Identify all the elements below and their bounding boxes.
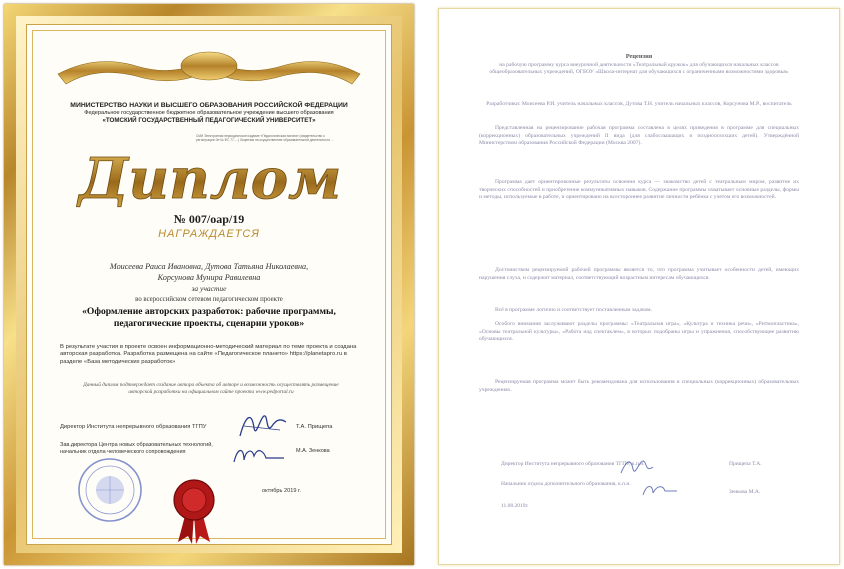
project-title-line: «Оформление авторских разработок: рабочие программы, — [82, 306, 336, 317]
review-document — [438, 8, 840, 565]
review-paragraph: Особого внимания заслуживают разделы программы: «Театральная игра», «Культура и техника речи», «Ритмопластика», «Основы театральной культуры», «Работа над спектаклем», в которых подобраны игры и упражнения, способствующие развитию обучающихся. — [479, 321, 799, 343]
review-title: Рецензия — [625, 53, 653, 60]
participation-text: за участие — [191, 284, 227, 293]
diploma-title — [50, 136, 370, 214]
review-paragraph: Рецензируемая программа может быть рекомендована для использования в специальных (коррекционных) образовательных учреждениях. — [479, 379, 799, 393]
recipient-names-line: Моисеева Раиса Ивановна, Дутова Татьяна Николаевна, — [109, 262, 309, 271]
review-paragraph: Всё в программе логично и соответствует поставленным задачам. — [495, 307, 652, 313]
recipient-names — [54, 262, 364, 283]
awarded-heading: НАГРАЖДАЕТСЯ — [158, 228, 260, 240]
project-title-line: педагогические проекты, сценарии уроков» — [113, 317, 305, 329]
wax-seal — [164, 474, 224, 544]
signature-row-director — [60, 424, 360, 438]
note-paragraph: Данный диплом подтверждает создание автора объекта об авторе и возможность осуществлять размещение авторской разработки на официальном сайте проекта www.pedportal.ru — [83, 382, 339, 395]
gold-ribbon-decoration — [56, 44, 362, 94]
diploma-date: октябрь 2019 г. — [262, 488, 301, 494]
recipient-names-line: Корсунова Мунира Равилевна — [157, 272, 261, 282]
reviewer-role: Начальник отдела дополнительного образования, к.п.н. — [501, 481, 631, 487]
handwritten-signature — [230, 442, 288, 470]
reviewer-name: Зенкова М.А. — [729, 489, 761, 495]
review-subtitle: на рабочую программу курса внеурочной деятельности «Театральный кружок» для обучающихся начальных классов общеобразовательных учреждений, ОГБОУ «Школа-интернат для обучающихся с ограниченными возможностями здоровья» — [489, 62, 789, 76]
result-paragraph: В результате участия в проекте освоен информационно-методический материал по теме проекта и создана авторская разработка. Разработка размещена на сайте «Педагогическое плането» https://planetapro.ru в разделе «База методических разработок» — [60, 344, 357, 365]
university-name: «ТОМСКИЙ ГОСУДАРСТВЕННЫЙ ПЕДАГОГИЧЕСКИЙ УНИВЕРСИТЕТ» — [102, 117, 316, 124]
review-paragraph: Программа дает ориентировочные результаты освоения курса — знакомство детей с театральным миром, развитие их творческих способностей и приобретение коммуникативных навыков. Содержание программы охватывает основные разделы, формы и методы, используемые в работе, и ориентировано на всестороннее развитие личности ребёнка с учетом его возможностей. — [479, 179, 799, 201]
ministry-line: МИНИСТЕРСТВО НАУКИ И ВЫСШЕГО ОБРАЗОВАНИЯ РОССИЙСКОЙ ФЕДЕРАЦИИ — [70, 102, 348, 109]
diploma-number: № 007/оар/19 — [173, 212, 245, 226]
license-text: СМИ Электронная периодическое издание «Педагогическая палата» (свидетельство о регистрации Эл № ФС 77-…) Лицензия на осуществление образовательной деятельности … — [196, 134, 335, 142]
review-paragraph: Представленная на рецензирование рабочая программа составлена в целях приведения в программе для специальных (коррекционных) образовательных учреждений II вида (для слабослышащих и позднооглохших детей). Утверждённой Министерством образования Российской Федерации (Москва 2007). — [479, 125, 799, 147]
review-date: 11.08.2019г. — [501, 503, 529, 509]
project-label: во всероссийском сетевом педагогическом проекте — [135, 296, 283, 303]
review-authors: Разработчики: Моисеева Р.И. учитель начальных классов, Дутова Т.Н. учитель начальных классов, Корсунова М.Р., воспитатель — [486, 101, 792, 107]
institution-type-line: Федеральное государственное бюджетное образовательное учреждение высшего образования — [84, 110, 334, 116]
signatory-name: М.А. Зенкова — [296, 448, 330, 454]
reviewer-role: Директор Института непрерывного образования ТГПУ, к.п.н. — [501, 461, 645, 467]
handwritten-signature — [236, 408, 290, 444]
handwritten-signature — [617, 455, 657, 479]
round-stamp — [76, 456, 144, 524]
handwritten-signature — [639, 479, 679, 501]
signatory-role: Зав.директора Центра новых образовательных технологий, начальник отдела человеческого сопровождения — [60, 442, 213, 455]
review-paragraph: Достоинством рецензируемой рабочей программы является то, что программа учитывает особенности детей, имеющих нарушения слуха, и содержит материал, соответствующий возрастным интересам обучающихся. — [479, 267, 799, 281]
project-title — [48, 306, 370, 329]
ministry-header — [44, 102, 374, 125]
signature-row-head — [60, 442, 360, 456]
signatory-role: Директор Института непрерывного образования ТГПУ — [60, 424, 207, 430]
signatory-name: Т.А. Прищепа — [296, 424, 333, 430]
reviewer-name: Прищепа Т.А. — [729, 461, 762, 467]
diploma-title-text: Диплом — [78, 146, 342, 212]
diploma-certificate — [4, 4, 414, 565]
